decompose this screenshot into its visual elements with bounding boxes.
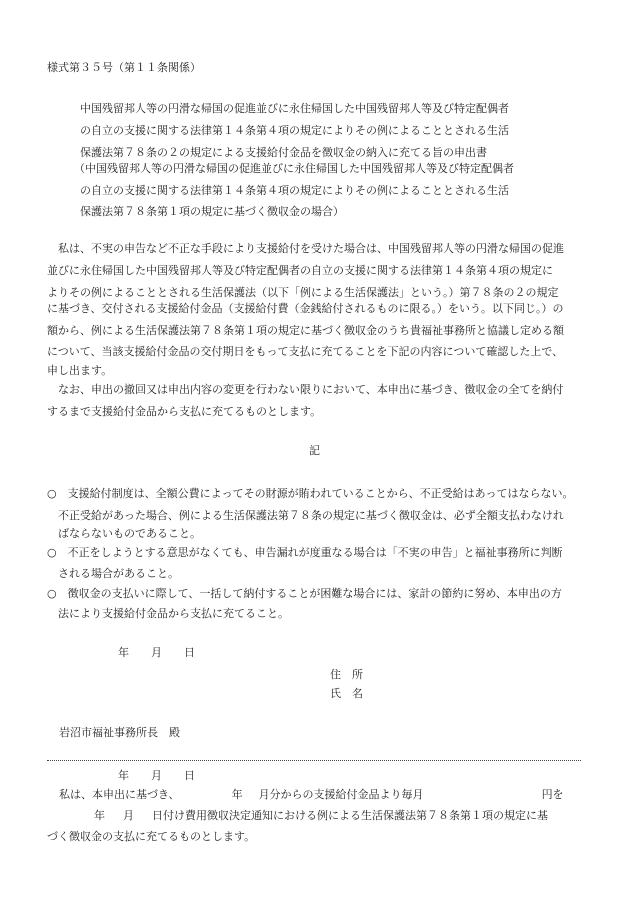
- title-line: 中国残留邦人等の円滑な帰国の促進並びに永住帰国した中国残留邦人等及び特定配偶者: [80, 102, 509, 115]
- note-line: ○ 支援給付制度は、全額公費によってその財源が賄われていることから、不正受給はあってはならない。: [47, 487, 574, 500]
- date-day-label: 日: [184, 769, 195, 782]
- bottom-line1-start: 私は、本申出に基づき、: [59, 788, 180, 801]
- bottom-line1-end: 円を: [541, 788, 564, 801]
- recipient: 岩沼市福祉事務所長 殿: [59, 726, 180, 739]
- cut-line-divider: [47, 760, 581, 761]
- body-line: 並びに永住帰国した中国残留邦人等及び特定配偶者の自立の支援に関する法律第１４条第４項の規定に: [47, 264, 553, 277]
- form-number: 様式第３５号（第１１条関係）: [47, 61, 201, 74]
- bottom-line1-year: 年: [231, 788, 243, 801]
- date-month-label: 月: [151, 769, 162, 782]
- note-line: ○ 徴収金の支払いに際して、一括して納付することが困難な場合には、家計の節約に努め、本申出の方: [47, 587, 562, 600]
- body-line: 申し出ます。: [47, 364, 113, 377]
- body-line: するまで支援給付金品から支払に充てるものとします。: [47, 405, 322, 418]
- bottom-line-1: [59, 789, 564, 800]
- note-line: ○ 不正をしようとする意思がなくても、申告漏れが度重なる場合は「不実の申告」と福祉事務所に判断: [47, 546, 563, 559]
- address-label: 住 所: [330, 668, 363, 681]
- date-day-label: 日: [184, 646, 195, 659]
- name-label: 氏 名: [330, 687, 363, 700]
- note-line: ばならないものであること。: [47, 527, 201, 540]
- bottom-line2-month: 月: [123, 809, 134, 822]
- title-line: （中国残留邦人等の円滑な帰国の促進並びに永住帰国した中国残留邦人等及び特定配偶者: [74, 162, 514, 175]
- bottom-line2-year: 年: [94, 809, 105, 822]
- body-line: に基づき、交付される支援給付金品（支援給付費（金銭給付されるものに限る。）をいう。以下同じ。）の: [47, 302, 564, 315]
- signature-date[interactable]: [118, 647, 195, 658]
- body-line: 額から、例による生活保護法第７８条第１項の規定に基づく徴収金のうち貴福祉事務所と協議し定める額: [47, 324, 564, 337]
- note-line: される場合があること。: [47, 567, 179, 580]
- ki-heading: 記: [309, 444, 320, 457]
- bottom-line-3: づく徴収金の支払に充てるものとします。: [47, 830, 256, 843]
- date-year-label: 年: [118, 646, 129, 659]
- date-year-label: 年: [118, 769, 129, 782]
- note-line: 不正受給があった場合、例による生活保護法第７８条の規定に基づく徴収金は、必ず全額支払わなけれ: [47, 509, 564, 522]
- body-line: について、当該支援給付金品の交付期日をもって支払に充てることを下記の内容について確認した上で、: [47, 345, 564, 358]
- date-month-label: 月: [151, 646, 162, 659]
- body-line: よりその例によることとされる生活保護法（以下「例による生活保護法」という。）第７８条の２の規定: [47, 286, 559, 299]
- body-line: 私は、不実の申告など不正な手段により支援給付を受けた場合は、中国残留邦人等の円滑な帰国の促進: [47, 242, 564, 255]
- note-line: 法により支援給付金品から支払に充てること。: [47, 607, 289, 620]
- body-line: なお、申出の撤回又は申出内容の変更を行わない限りにおいて、本申出に基づき、徴収金の全てを納付: [47, 383, 564, 396]
- title-line: の自立の支援に関する法律第１４条第４項の規定によりその例によることとされる生活: [80, 124, 509, 137]
- title-line: 保護法第７８条の２の規定による支援給付金品を徴収金の納入に充てる旨の申出書: [80, 146, 487, 159]
- bottom-line-2: [94, 810, 548, 821]
- title-line: 保護法第７８条第１項の規定に基づく徴収金の場合）: [80, 205, 344, 218]
- bottom-line2-rest: 日付け費用徴収決定通知における例による生活保護法第７８条第１項の規定に基: [152, 809, 548, 822]
- office-date[interactable]: [118, 770, 195, 781]
- bottom-line1-mid: 月分からの支援給付金品より毎月: [258, 788, 424, 801]
- title-line: の自立の支援に関する法律第１４条第４項の規定によりその例によることとされる生活: [80, 184, 509, 197]
